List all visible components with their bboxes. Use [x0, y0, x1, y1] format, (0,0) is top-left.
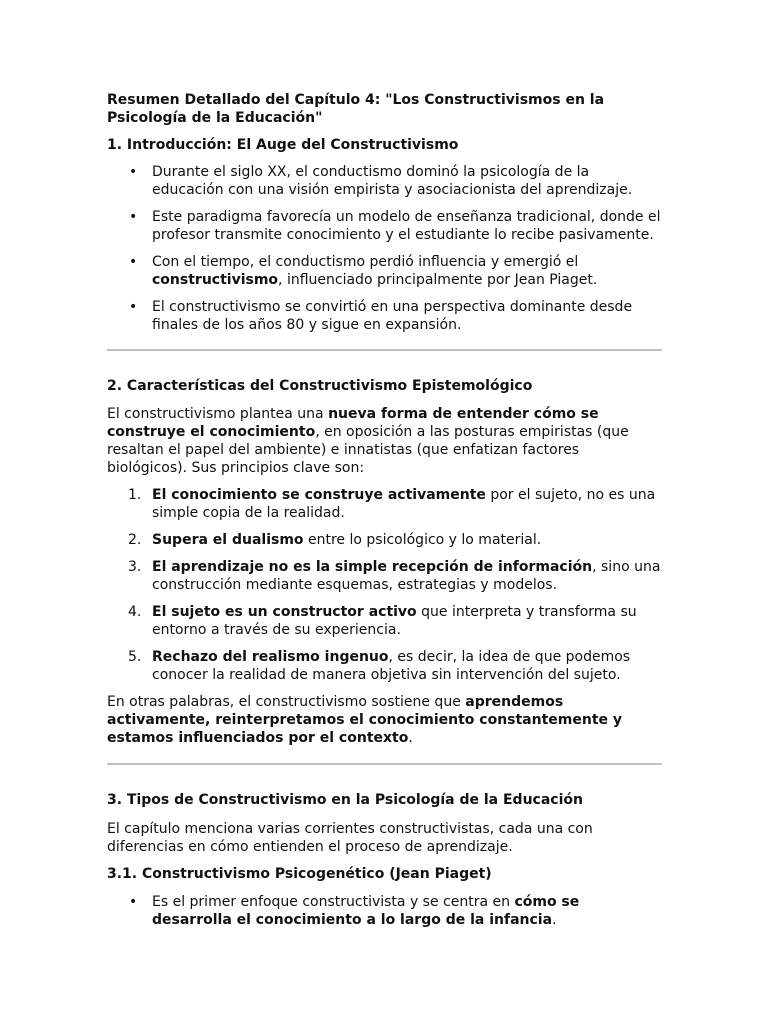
bold-phrase: Supera el dualismo	[152, 532, 304, 548]
paragraph-text: .	[408, 730, 413, 746]
paragraph-text: El constructivismo plantea una	[107, 406, 324, 422]
list-text: , es decir, la idea de que podemos conocer la realidad de manera objetiva sin intervención del sujeto.	[152, 649, 631, 683]
list-item	[107, 893, 663, 929]
list-number: 3.	[128, 559, 142, 575]
bold-phrase: nueva forma de entender cómo se construye el conocimiento	[107, 406, 599, 440]
bold-term: constructivismo	[152, 272, 279, 288]
section-divider	[107, 763, 662, 765]
list-item	[107, 253, 663, 289]
section-3-heading: 3. Tipos de Constructivismo en la Psicología de la Educación	[107, 792, 583, 808]
bold-phrase: cómo se desarrolla el conocimiento a lo largo de la infancia	[152, 894, 580, 928]
list-number: 5.	[128, 649, 142, 665]
subsection-3-1-bullet-list	[107, 893, 663, 929]
list-text: , sino una construcción mediante esquemas, estrategias y modelos.	[152, 559, 661, 593]
bullet-text: Es el primer enfoque constructivista y se centra en	[152, 894, 510, 910]
list-text: entre lo psicológico y lo material.	[308, 532, 542, 548]
paragraph-text: En otras palabras, el constructivismo sostiene que	[107, 694, 461, 710]
section-2	[107, 377, 663, 747]
list-item: • El constructivismo se convirtió en una perspectiva dominante desde finales de los años 80 y sigue en expansión.	[107, 298, 663, 334]
section-divider	[107, 349, 662, 351]
list-item	[107, 486, 663, 522]
list-number: 4.	[128, 604, 142, 620]
section-3	[107, 791, 663, 938]
list-number: 1.	[128, 487, 142, 503]
list-item	[107, 648, 663, 684]
bold-phrase: Rechazo del realismo ingenuo	[152, 649, 389, 665]
section-2-heading: 2. Características del Constructivismo Epistemológico	[107, 378, 533, 394]
list-item: • Este paradigma favorecía un modelo de enseñanza tradicional, donde el profesor transmite conocimiento y el estudiante lo recibe pasivamente.	[107, 208, 663, 244]
list-item	[107, 558, 663, 594]
list-text: por el sujeto, no es una simple copia de la realidad.	[152, 487, 656, 521]
section-1-heading: 1. Introducción: El Auge del Constructivismo	[107, 137, 459, 153]
bullet-text: , influenciado principalmente por Jean Piaget.	[278, 272, 598, 288]
section-2-intro	[107, 405, 663, 477]
bold-phrase: aprendemos activamente, reinterpretamos el conocimiento constantemente y estamos influenciados por el contexto	[107, 694, 623, 746]
section-3-intro: El capítulo menciona varias corrientes constructivistas, cada una con diferencias en cómo entienden el proceso de aprendizaje.	[107, 821, 593, 855]
section-1-bullet-list	[107, 163, 663, 334]
list-item: • Durante el siglo XX, el conductismo dominó la psicología de la educación con una visión empirista y asociacionista del aprendizaje.	[107, 163, 663, 199]
bold-phrase: El conocimiento se construye activamente	[152, 487, 486, 503]
list-item	[107, 603, 663, 639]
document-content	[107, 91, 663, 343]
list-number: 2.	[128, 532, 142, 548]
bullet-text: .	[552, 912, 557, 928]
principles-list	[107, 486, 663, 684]
subsection-3-1-heading: 3.1. Constructivismo Psicogenético (Jean Piaget)	[107, 866, 492, 882]
bold-phrase: El aprendizaje no es la simple recepción de información	[152, 559, 593, 575]
bold-phrase: El sujeto es un constructor activo	[152, 604, 417, 620]
paragraph-text: , en oposición a las posturas empiristas (que resaltan el papel del ambiente) e innatistas (que enfatizan factores biológicos). Sus principios clave son:	[107, 424, 629, 476]
section-2-conclusion	[107, 693, 663, 747]
bullet-text: Con el tiempo, el conductismo perdió influencia y emergió el	[152, 254, 579, 270]
list-item	[107, 531, 663, 549]
list-text: que interpreta y transforma su entorno a través de su experiencia.	[152, 604, 637, 638]
document-title: Resumen Detallado del Capítulo 4: "Los Constructivismos en la Psicología de la Educación"	[107, 92, 605, 126]
